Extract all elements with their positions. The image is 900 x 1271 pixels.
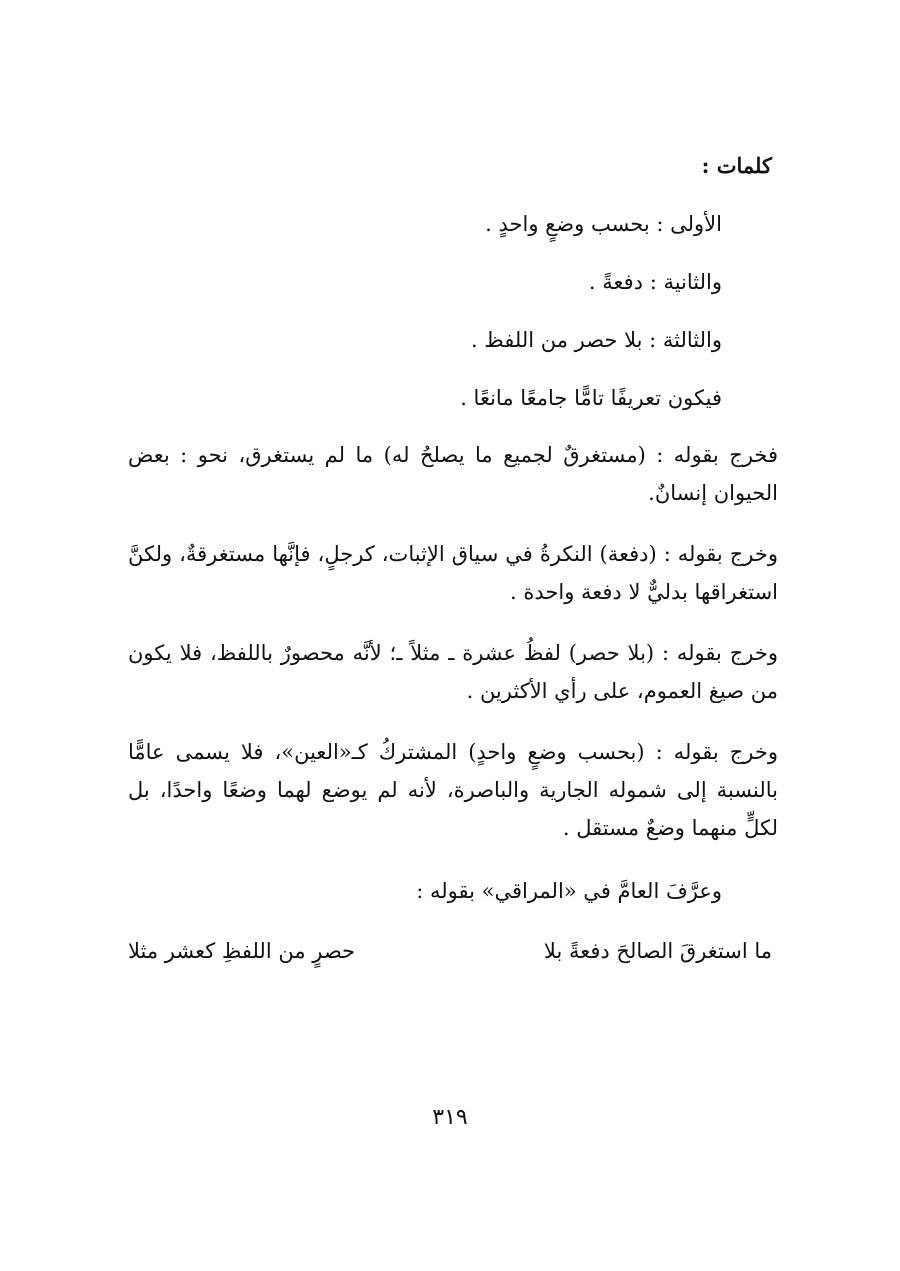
paragraph-bila-hasr: وخرج بقوله : (بلا حصر) لفظُ عشرة ـ مثلاً ـ؛ لأنَّه محصورٌ باللفظ، فلا يكون من صيغ العموم، على رأي الأكثرين .	[128, 641, 778, 703]
definition-item-second: والثانية : دفعةً .	[588, 270, 722, 294]
section-heading: كلمات :	[701, 153, 772, 178]
definition-item-first: الأولى : بحسب وضعٍ واحدٍ .	[485, 212, 722, 236]
verse-first-hemistich: ما استغرقَ الصالحَ دفعةً بلا	[543, 939, 772, 963]
paragraph-daf-a: وخرج بقوله : (دفعة) النكرةُ في سياق الإثبات، كرجلٍ، فإنَّها مستغرقةٌ، ولكنَّ استغراقها بدليٌّ لا دفعة واحدة .	[128, 542, 778, 604]
definition-item-third: والثالثة : بلا حصر من اللفظ .	[470, 328, 722, 352]
verse-introduction: وعرَّفَ العامَّ في «المراقي» بقوله :	[416, 879, 722, 903]
paragraph-wad-wahid: وخرج بقوله : (بحسب وضعٍ واحدٍ) المشتركُ كـ«العين»، فلا يسمى عامًّا بالنسبة إلى شموله الجارية والباصرة، لأنه لم يوضع لهما وضعًا واحدًا، بل لكلٍّ منهما وضعٌ مستقل .	[128, 740, 778, 840]
verse-second-hemistich: حصرٍ من اللفظِ كعشر مثلا	[128, 939, 356, 963]
definition-conclusion: فيكون تعريفًا تامًّا جامعًا مانعًا .	[460, 386, 722, 410]
paragraph-istighraq: فخرج بقوله : (مستغرقٌ لجميع ما يصلحُ له) ما لم يستغرق، نحو : بعض الحيوان إنسانٌ.	[128, 443, 778, 505]
page-number: ٣١٩	[432, 1105, 468, 1130]
